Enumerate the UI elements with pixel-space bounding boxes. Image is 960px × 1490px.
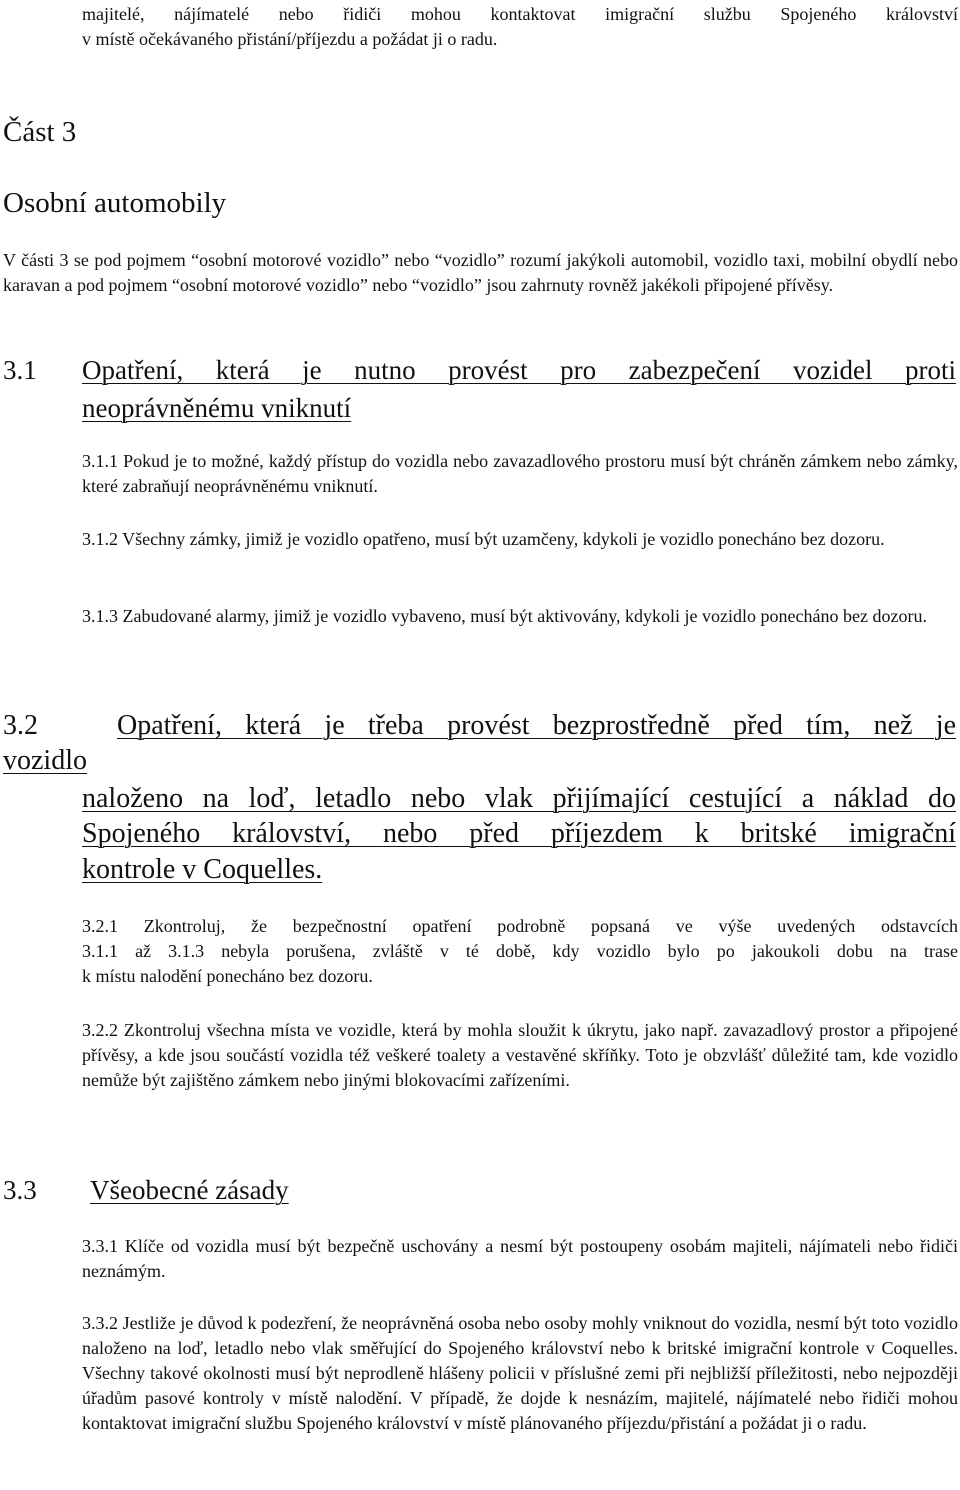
paragraph-3-1-1: 3.1.1 Pokud je to možné, každý přístup do vozidla nebo zavazadlového prostoru musí být chráněn zámkem nebo zámky, které zabraňují neoprávněnému vniknutí.	[82, 451, 958, 496]
section-3-1-title-line-1: Opatření, která je nutno provést pro zabezpečení vozidel proti	[82, 355, 956, 385]
section-3-2-title-line-2: vozidlo	[3, 745, 87, 776]
paragraph-3-2-1-line-2: 3.1.1 až 3.1.3 nebyla porušena, zvláště v té době, kdy vozidlo bylo po jakoukoli dobu na trase	[82, 941, 958, 961]
part-title: Osobní automobily	[3, 187, 227, 219]
section-3-2-title-line-3: naloženo na loď, letadlo nebo vlak přijímající cestující a náklad do	[82, 783, 956, 814]
paragraph-3-2-2: 3.2.2 Zkontroluj všechna místa ve vozidle, která by mohla sloužit k úkrytu, jako např. zavazadlový prostor a připojené přívěsy, a kde jsou součástí vozidla též veškeré toalety a vestavěné skříňky. Toto je obzvlášť důležité tam, kde vozidlo nemůže být zajištěno zámkem nebo jinými blokovacími zařízeními.	[82, 1020, 958, 1090]
section-3-2-title-line-5: kontrole v Coquelles.	[82, 854, 323, 885]
paragraph-3-2-1-line-1: 3.2.1 Zkontroluj, že bezpečnostní opatření podrobně popsaná ve výše uvedených odstavcích	[82, 916, 958, 936]
section-3-3-number: 3.3	[3, 1175, 37, 1205]
intro-line-1: majitelé, nájímatelé nebo řidiči mohou kontaktovat imigrační službu Spojeného království	[82, 4, 958, 24]
paragraph-3-3-2: 3.3.2 Jestliže je důvod k podezření, že neoprávněná osoba nebo osoby mohly vniknout do vozidla, nesmí být toto vozidlo naloženo na loď, letadlo nebo vlak směřující do Spojeného království nebo k britské imigrační kontrole v Coquelles. Všechny takové okolnosti musí být neprodleně hlášeny policii v příslušné zemi při nejbližší příležitosti, nebo nejpozději úřadům pasové kontroly v místě nalodění. V případě, že dojde k nesnázím, majitelé, nájímatelé nebo řidiči mohou kontaktovat imigrační službu Spojeného království v místě plánovaného příjezdu/přistání a požádat ji o radu.	[82, 1313, 958, 1433]
paragraph-3-2-1-line-3: k místu nalodění ponecháno bez dozoru.	[82, 966, 373, 986]
section-3-1-number: 3.1	[3, 355, 37, 385]
section-3-2-title-line-4: Spojeného království, nebo před příjezdem k britské imigrační	[82, 818, 956, 849]
section-3-2-title-line-1: Opatření, která je třeba provést bezprostředně před tím, než je	[117, 710, 956, 741]
part-definition: V části 3 se pod pojmem “osobní motorové vozidlo” nebo “vozidlo” rozumí jakýkoli automobil, vozidlo taxi, mobilní obydlí nebo karavan a pod pojmem “osobní motorové vozidlo” nebo “vozidlo” jsou zahrnuty rovněž jakékoli připojené přívěsy.	[3, 250, 958, 295]
section-3-3-title: Všeobecné zásady	[90, 1175, 289, 1205]
paragraph-3-1-3: 3.1.3 Zabudované alarmy, jimiž je vozidlo vybaveno, musí být aktivovány, kdykoli je vozidlo ponecháno bez dozoru.	[82, 606, 927, 626]
paragraph-3-1-2: 3.1.2 Všechny zámky, jimiž je vozidlo opatřeno, musí být uzamčeny, kdykoli je vozidlo ponecháno bez dozoru.	[82, 529, 885, 549]
part-number: Část 3	[3, 116, 77, 148]
section-3-1-title-line-2: neoprávněnému vniknutí	[82, 393, 352, 423]
paragraph-3-3-1: 3.3.1 Klíče od vozidla musí být bezpečně uschovány a nesmí být postoupeny osobám majiteli, nájímateli nebo řidiči neznámým.	[82, 1236, 958, 1281]
intro-line-2: v místě očekávaného přistání/příjezdu a požádat ji o radu.	[82, 29, 498, 49]
section-3-2-number: 3.2	[3, 710, 38, 741]
